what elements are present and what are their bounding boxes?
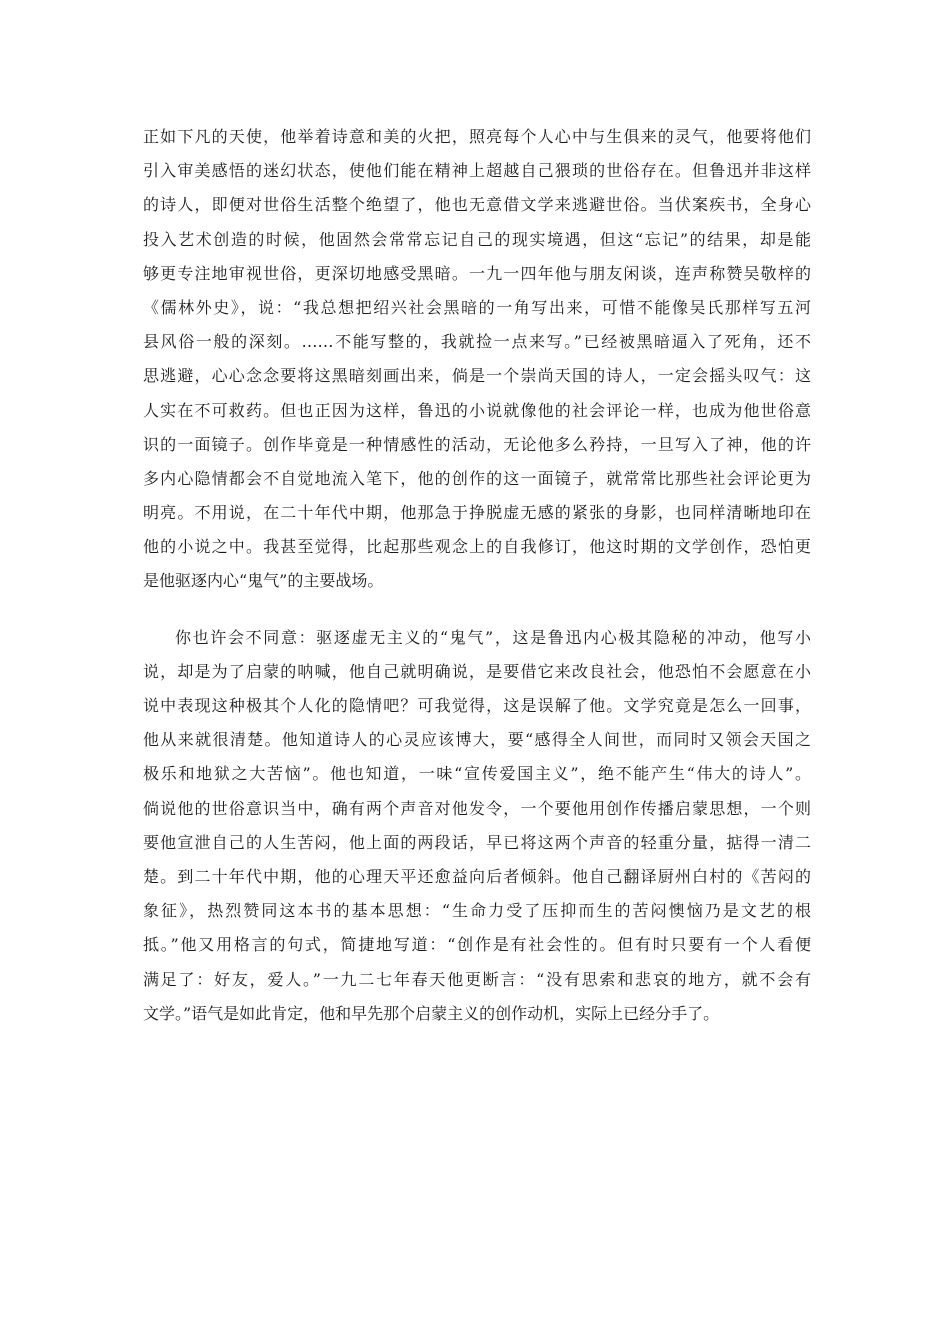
text-line: 象征》，热烈赞同这本书的基本思想：“生命力受了压抑而生的苦闷懊恼乃是文艺的根	[143, 901, 811, 921]
text-line: 县风俗一般的深刻。……不能写整的，我就捡一点来写。”已经被黑暗逼入了死角，还不	[143, 332, 811, 352]
text-line: 要他宣泄自己的人生苦闷，他上面的两段话，早已将这两个声音的轻重分量，掂得一清二	[143, 832, 811, 852]
document-body	[143, 120, 811, 1031]
text-line: 正如下凡的天使，他举着诗意和美的火把，照亮每个人心中与生俱来的灵气，他要将他们	[143, 127, 811, 146]
paragraph-2	[143, 621, 811, 1031]
text-line: 《儒林外史》，说：“我总想把绍兴社会黑暗的一角写出来，可惜不能像吴氏那样写五河	[143, 297, 811, 317]
text-line: 满足了：好友，爱人。”一九二七年春天他更断言：“没有思索和悲哀的地方，就不会有	[143, 969, 811, 989]
paragraph-gap	[143, 599, 811, 621]
text-line: 思逃避，心心念念要将这黑暗刻画出来，倘是一个崇尚天国的诗人，一定会摇头叹气：这	[143, 366, 811, 386]
text-line: 极乐和地狱之大苦恼”。他也知道，一味“宣传爱国主义”，绝不能产生“伟大的诗人”。	[143, 764, 811, 784]
text-line: 多内心隐情都会不自觉地流入笔下，他的创作的这一面镜子，就常常比那些社会评论更为	[143, 468, 811, 488]
text-line: 明亮。不用说，在二十年代中期，他那急于挣脱虚无感的紧张的身影，也同样清晰地印在	[143, 503, 811, 523]
text-line: 楚。到二十年代中期，他的心理天平还愈益向后者倾斜。他自己翻译厨州白村的《苦闷的	[143, 866, 811, 886]
text-line: 倘说他的世俗意识当中，确有两个声音对他发令，一个要他用创作传播启蒙思想，一个则	[143, 798, 811, 818]
text-line: 够更专注地审视世俗，更深切地感受黑暗。一九一四年他与朋友闲谈，连声称赞吴敬梓的	[143, 263, 811, 283]
text-line: 文学。”语气是如此肯定，他和早先那个启蒙主义的创作动机，实际上已经分手了。	[143, 1003, 720, 1023]
text-line: 抵。”他又用格言的句式，简捷地写道：“创作是有社会性的。但有时只要有一个人看便	[143, 935, 811, 955]
text-line: 你也许会不同意：驱逐虚无主义的“鬼气”，这是鲁迅内心极其隐秘的冲动，他写小	[175, 627, 811, 647]
text-line: 的诗人，即便对世俗生活整个绝望了，他也无意借文学来逃避世俗。当伏案疾书，全身心	[143, 195, 811, 215]
text-line: 是他驱逐内心“鬼气”的主要战场。	[143, 571, 384, 591]
text-line: 人实在不可救药。但也正因为这样，鲁迅的小说就像他的社会评论一样，也成为他世俗意	[143, 400, 811, 420]
text-line: 识的一面镜子。创作毕竟是一种情感性的活动，无论他多么矜持，一旦写入了神，他的许	[143, 434, 811, 454]
text-line: 说，却是为了启蒙的呐喊，他自己就明确说，是要借它来改良社会，他恐怕不会愿意在小	[143, 661, 811, 681]
text-line: 说中表现这种极其个人化的隐情吧？可我觉得，这是误解了他。文学究竟是怎么一回事，	[143, 696, 811, 715]
paragraph-1	[143, 120, 811, 599]
text-line: 他从来就很清楚。他知道诗人的心灵应该博大，要“感得全人间世，而同时又领会天国之	[143, 730, 811, 750]
text-line: 投入艺术创造的时候，他固然会常常忘记自己的现实境遇，但这“忘记”的结果，却是能	[143, 229, 811, 249]
text-line: 他的小说之中。我甚至觉得，比起那些观念上的自我修订，他这时期的文学创作，恐怕更	[143, 537, 811, 557]
text-line: 引入审美感悟的迷幻状态，使他们能在精神上超越自己猥琐的世俗存在。但鲁迅并非这样	[143, 161, 811, 181]
